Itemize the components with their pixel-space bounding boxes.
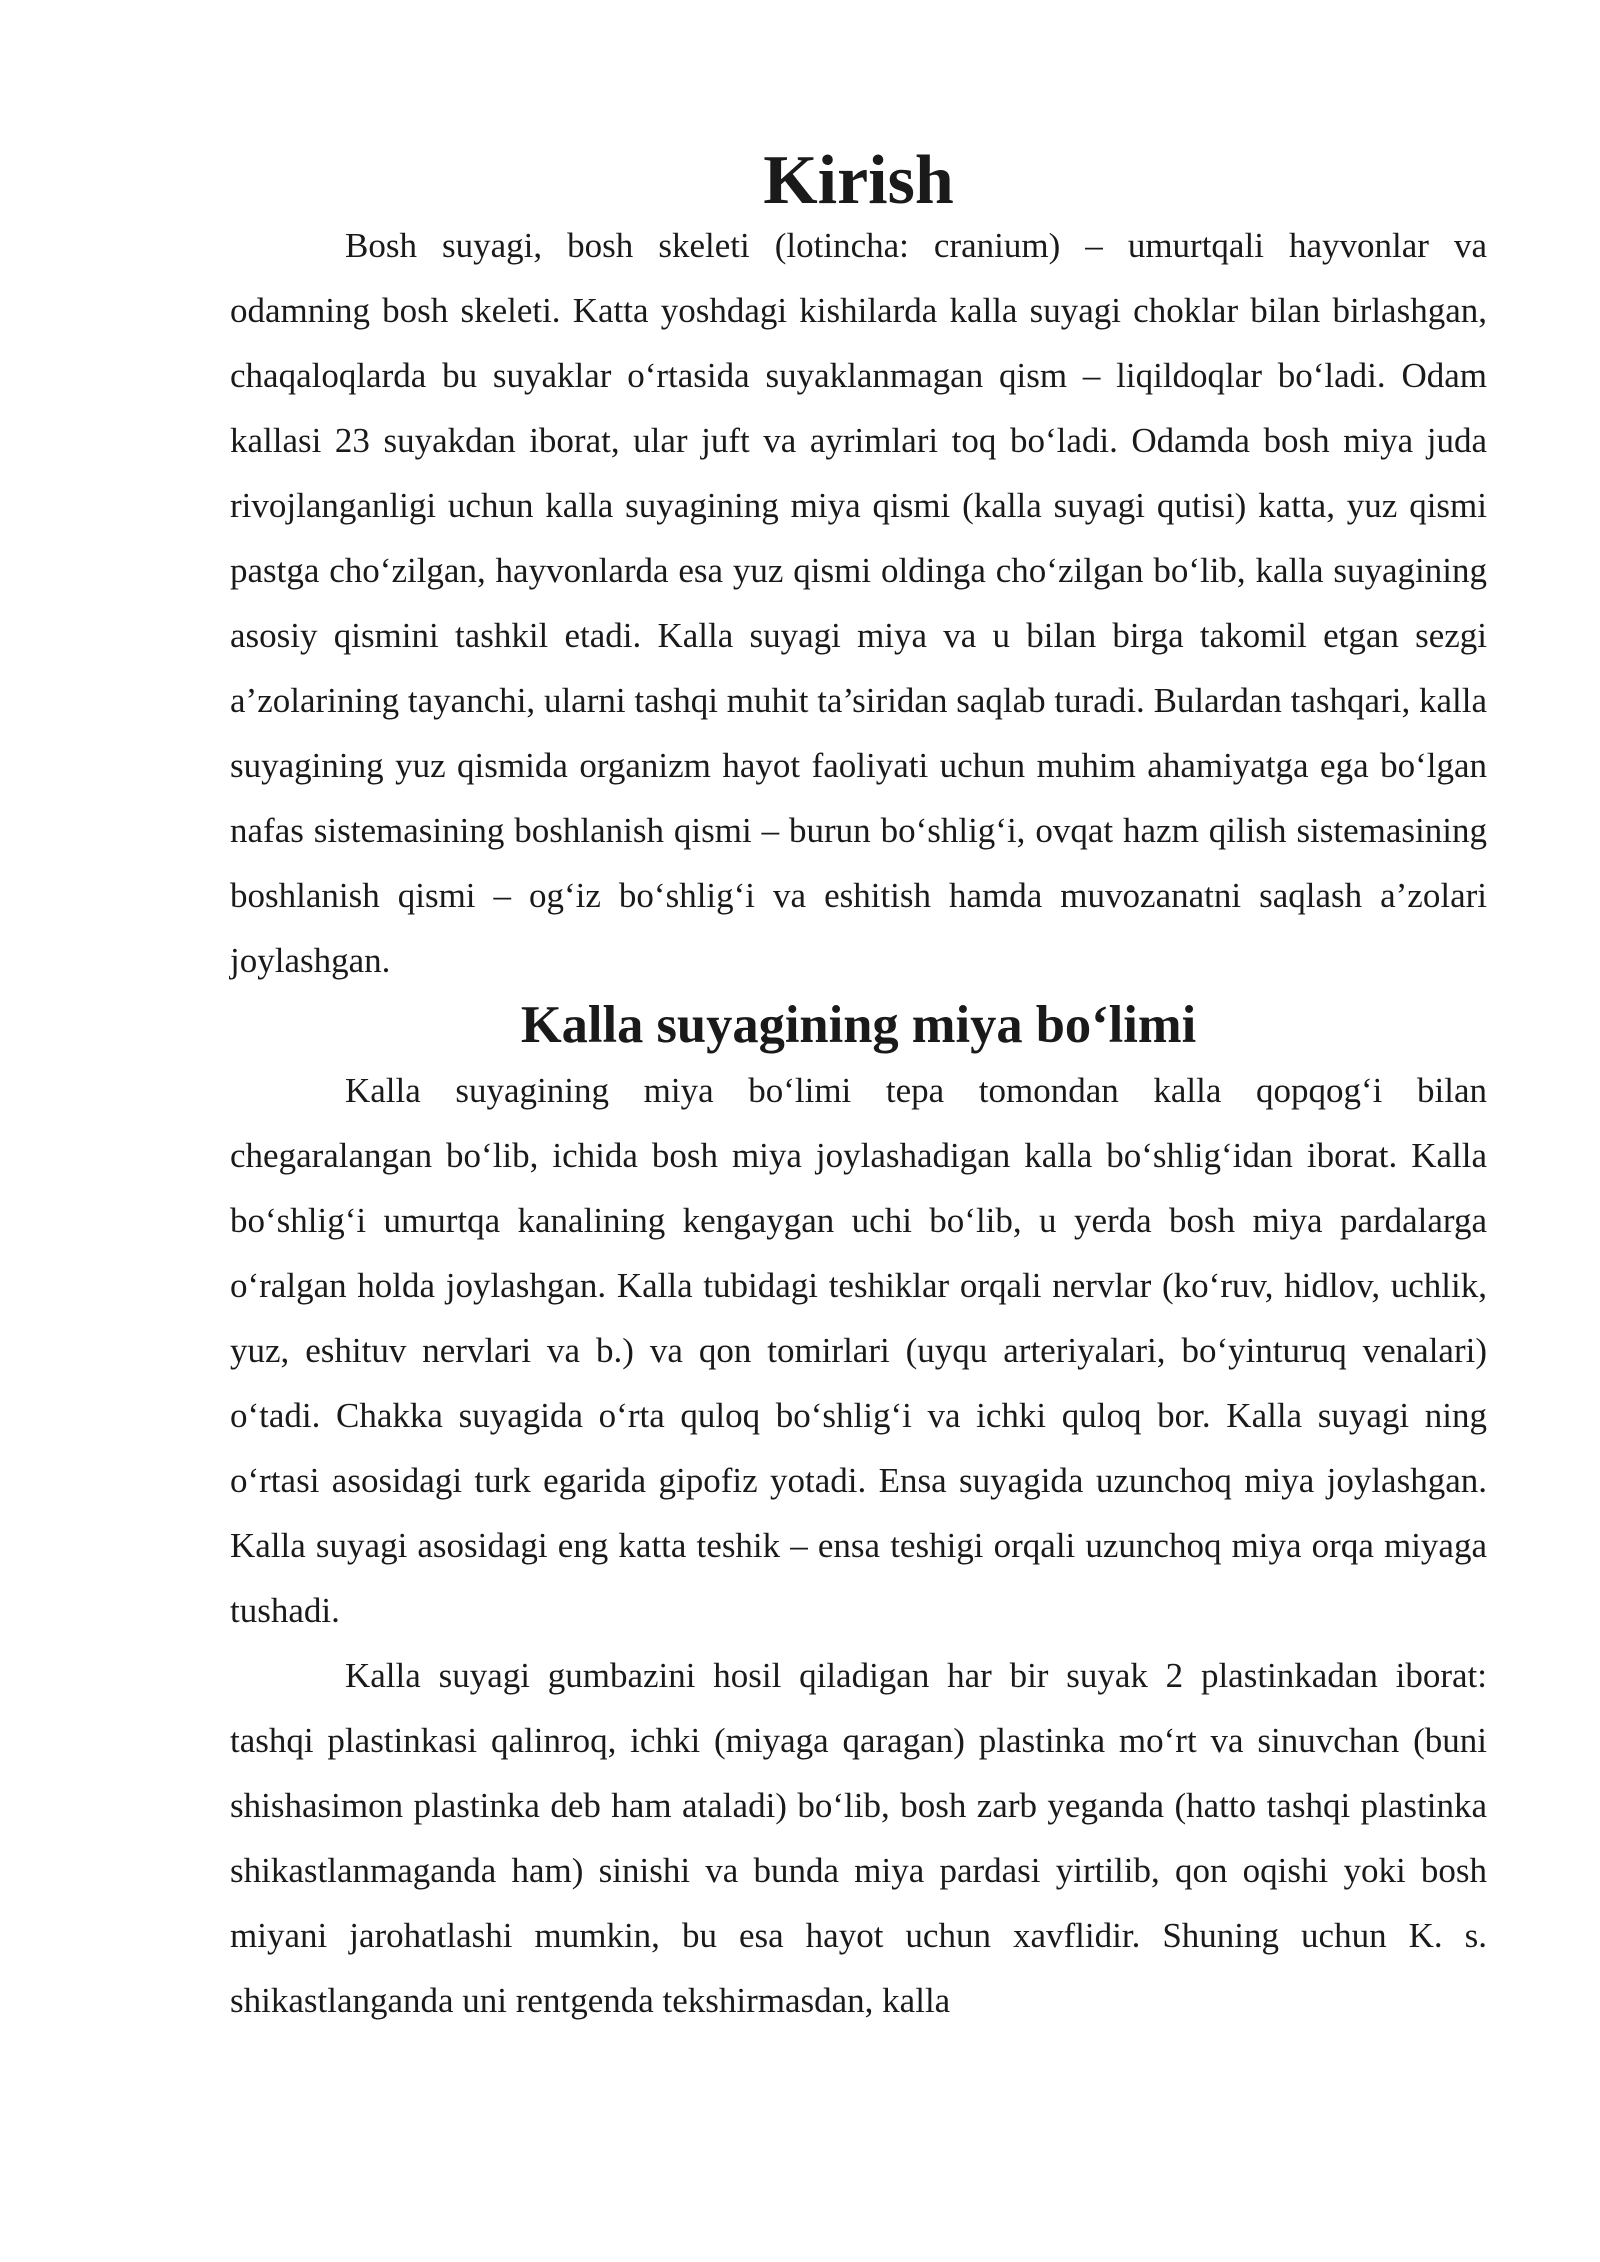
paragraph-section-2: Kalla suyagi gumbazini hosil qiladigan har bir suyak 2 plastinkadan iborat: tashqi plastinkasi qalinroq, ichki (miyaga qaragan) plastinka mo‘rt va sinuvchan (buni shishasimon plastinka deb ham ataladi) bo‘lib, bosh zarb yeganda (hatto tashqi plastinka shikastlanmaganda ham) sinishi va bunda miya pardasi yirtilib, qon oqishi yoki bosh miyani jarohatlashi mumkin, bu esa hayot uchun xavflidir. Shuning uchun K. s. shikastlanganda uni rentgenda tekshirmasdan, kalla (230, 1656, 1487, 2020)
heading-intro: Kirish (763, 142, 954, 219)
paragraph-intro: Bosh suyagi, bosh skeleti (lotincha: cranium) – umurtqali hayvonlar va odamning bosh skeleti. Katta yoshdagi kishilarda kalla suyagi choklar bilan birlashgan, chaqaloqlarda bu suyaklar o‘rtasida suyaklanmagan qism – liqildoqlar bo‘ladi. Odam kallasi 23 suyakdan iborat, ular juft va ayrimlari toq bo‘ladi. Odamda bosh miya juda rivojlanganligi uchun kalla suyagining miya qismi (kalla suyagi qutisi) katta, yuz qismi pastga cho‘zilgan, hayvonlarda esa yuz qismi oldinga cho‘zilgan bo‘lib, kalla suyagining asosiy qismini tashkil etadi. Kalla suyagi miya va u bilan birga takomil etgan sezgi a’zolarining tayanchi, ularni tashqi muhit ta’siridan saqlab turadi. Bulardan tashqari, kalla suyagining yuz qismida organizm hayot faoliyati uchun muhim ahamiyatga ega bo‘lgan nafas sistemasining boshlanish qismi – burun bo‘shlig‘i, ovqat hazm qilish sistemasining boshlanish qismi – og‘iz bo‘shlig‘i va eshitish hamda muvozanatni saqlash a’zolari joylashgan. (230, 226, 1487, 980)
paragraph-section-1: Kalla suyagining miya bo‘limi tepa tomondan kalla qopqog‘i bilan chegaralangan bo‘lib, ichida bosh miya joylashadigan kalla bo‘shlig‘idan iborat. Kalla bo‘shlig‘i umurtqa kanalining kengaygan uchi bo‘lib, u yerda bosh miya pardalarga o‘ralgan holda joylashgan. Kalla tubidagi teshiklar orqali nervlar (ko‘ruv, hidlov, uchlik, yuz, eshituv nervlari va b.) va qon tomirlari (uyqu arteriyalari, bo‘yinturuq venalari) o‘tadi. Chakka suyagida o‘rta quloq bo‘shlig‘i va ichki quloq bor. Kalla suyagi ning o‘rtasi asosidagi turk egarida gipofiz yotadi. Ensa suyagida uzunchoq miya joylashgan. Kalla suyagi asosidagi eng katta teshik – ensa teshigi orqali uzunchoq miya orqa miyaga tushadi. (230, 1071, 1487, 1630)
heading-section: Kalla suyagining miya bo‘limi (520, 996, 1197, 1054)
document-page (230, 142, 1487, 2033)
